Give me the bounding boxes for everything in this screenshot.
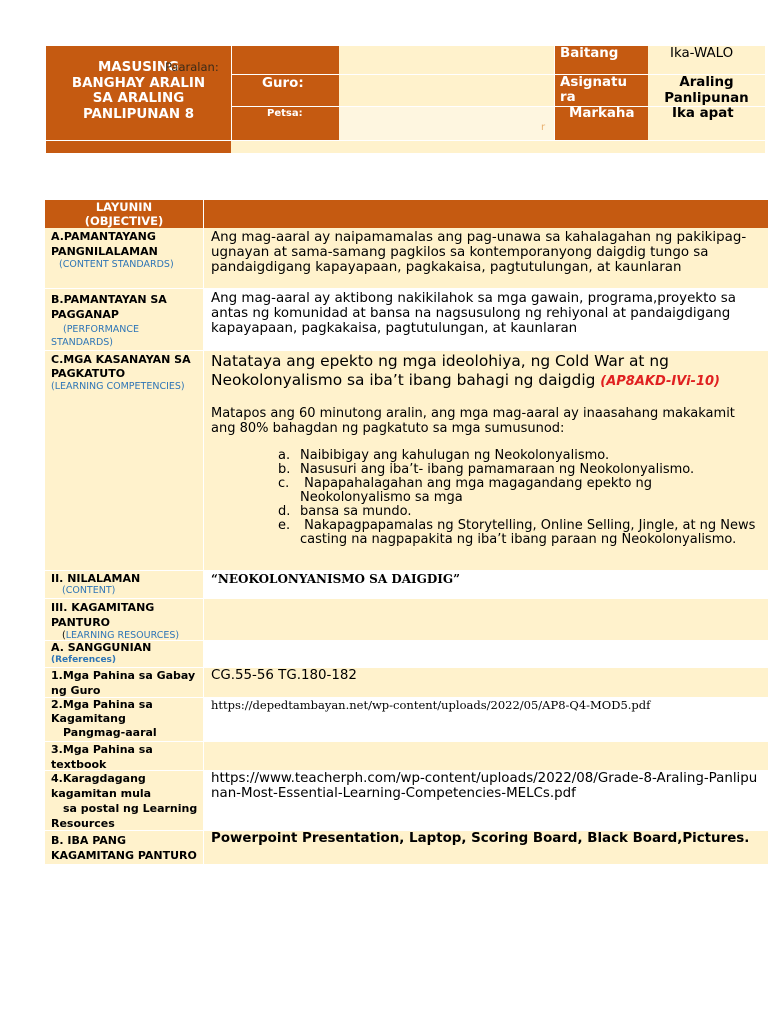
competencies-code: (AP8AKD-IVi-10) — [600, 374, 720, 389]
header-title-line-2: BANGHAY ARALIN — [71, 75, 206, 91]
mag-aaral-text-cell — [203, 698, 768, 742]
gabay-text-cell — [203, 668, 768, 698]
header-bottom-band-right — [231, 140, 765, 153]
content-standards-label: A.PAMANTAYANG PANGNILALAMAN — [51, 230, 158, 258]
karagdagang-label-1: 4.Karagdagang kagamitan mula — [51, 772, 152, 800]
nilalaman-text-cell — [203, 571, 768, 599]
competencies-sub: (LEARNING COMPETENCIES) — [51, 381, 185, 392]
petsa-label: Petsa: — [267, 108, 303, 119]
markahan-label: Markaha — [569, 106, 635, 121]
kagamitang-sub-line: (LEARNING RESOURCES) — [62, 630, 180, 641]
iba-pang-text-cell — [203, 831, 768, 864]
mag-aaral-label-cell — [45, 698, 203, 742]
performance-standards-label: B.PAMANTAYAN SA PAGGANAP — [51, 293, 167, 321]
sanggunian-label-cell — [45, 641, 203, 668]
mag-aaral-label-2: Pangmag-aaral — [63, 726, 157, 739]
paaralan-value-cell[interactable] — [339, 46, 554, 75]
nilalaman-sub: (CONTENT) — [62, 585, 116, 596]
mag-aaral-label-1: 2.Mga Pahina sa Kagamitang — [51, 698, 153, 725]
paaralan-label-cell — [231, 46, 339, 75]
objective-item: e. Nakapagpapamalas ng Storytelling, Online Selling, Jingle, at ng News casting na nagpapakita ng iba’t ibang paraan ng Neokolonyalismo. — [278, 518, 760, 547]
header-bottom-band-left — [46, 140, 231, 153]
gabay-label: 1.Mga Pahina sa Gabay ng Guro — [51, 669, 196, 697]
guro-value-cell[interactable] — [339, 75, 554, 107]
objective-item: d. bansa sa mundo. — [278, 504, 412, 519]
competencies-headline-block — [204, 351, 768, 391]
sanggunian-sub: (References) — [51, 655, 117, 665]
nilalaman-label-cell — [45, 571, 203, 599]
nilalaman-text: “NEOKOLONYANISMO SA DAIGDIG” — [211, 572, 461, 586]
stray-mark: r — [541, 122, 546, 133]
asignatura-value-line-2: Panlipunan — [664, 90, 749, 106]
kagamitang-text-cell — [203, 599, 768, 641]
sanggunian-text-cell — [203, 641, 768, 668]
competencies-text-cell — [203, 351, 768, 571]
content-standards-text-cell — [203, 228, 768, 289]
karagdagang-label-cell — [45, 771, 203, 831]
header-title-line-4: PANLIPUNAN 8 — [82, 106, 195, 122]
content-standards-text: Ang mag-aaral ay naipamamalas ang pag-unawa sa kahalagahan ng pakikipag- ugnayan at sama-samang pagkilos sa kontemporanyong daigdig tungo sa pandaigdigang kapayapaan, pagkakaisa, pagtutulungan, at kaunlaran — [211, 230, 747, 275]
performance-standards-text-cell — [203, 289, 768, 351]
competencies-label-cell — [45, 351, 203, 571]
sanggunian-label: A. SANGGUNIAN — [51, 641, 152, 654]
asignatura-value-line-1: Araling — [679, 75, 734, 90]
objective-item: a. Naibibigay ang kahulugan ng Neokolonyalismo. — [278, 448, 610, 463]
header-title-line-3: SA ARALING — [92, 91, 185, 106]
content-standards-label-cell — [45, 228, 203, 289]
objectives-list — [204, 436, 768, 547]
mag-aaral-link[interactable]: https://depedtambayan.net/wp-content/uploads/2022/05/AP8-Q4-MOD5.pdf — [211, 698, 651, 712]
header-title-line-1: MASUSING — [97, 60, 180, 75]
competencies-intro: Matapos ang 60 minutong aralin, ang mga mag-aaral ay inaasahang makakamit ang 80% bahagdan ng pagkatuto sa mga sumusunod: — [211, 406, 735, 436]
nilalaman-label: II. NILALAMAN — [51, 572, 141, 585]
kagamitang-label: III. KAGAMITANG PANTURO — [51, 601, 155, 629]
iba-pang-label-cell — [45, 831, 203, 864]
gabay-label-cell — [45, 668, 203, 698]
layunin-header: LAYUNIN (OBJECTIVE) — [84, 200, 164, 228]
objective-item: b. Nasusuri ang iba’t- ibang pamamaraan ng Neokolonyalismo. — [278, 462, 695, 477]
objective-item: c. Napapahalagahan ang mga magagandang epekto ng Neokolonyalismo sa mga — [278, 476, 657, 505]
markahan-value: Ika apat — [672, 106, 734, 121]
performance-standards-label-cell — [45, 289, 203, 351]
competencies-headline: Natataya ang epekto ng mga ideolohiya, ng Cold War at ng Neokolonyalismo sa iba’t ibang bahagi ng daigdig — [211, 352, 669, 389]
asignatura-value — [648, 75, 765, 106]
performance-standards-text: Ang mag-aaral ay aktibong nakikilahok sa mga gawain, programa,proyekto sa antas ng komunidad at bansa na nagsusulong ng rehiyonal at pandaigdigang kapayapaan, pagkakaisa, pagtutulungan, at kaunlaran — [211, 291, 736, 336]
baitang-value: Ika-WALO — [670, 46, 734, 61]
paaralan-label: Paaralan: — [165, 60, 219, 74]
guro-label: Guro: — [262, 76, 304, 91]
iba-pang-text: Powerpoint Presentation, Laptop, Scoring Board, Black Board,Pictures. — [211, 831, 750, 846]
karagdagang-label-2: sa postal ng Learning Resources — [51, 802, 198, 830]
textbook-label: 3.Mga Pahina sa textbook — [51, 743, 153, 771]
gabay-text: CG.55-56 TG.180-182 — [211, 668, 357, 683]
karagdagang-text-cell — [203, 771, 768, 831]
layunin-header-right-cell — [203, 200, 768, 228]
asignatura-label: Asignatu ra — [560, 75, 628, 105]
petsa-value-cell[interactable] — [339, 107, 554, 140]
performance-standards-sub: (PERFORMANCE STANDARDS) — [51, 324, 140, 348]
iba-pang-label: B. IBA PANG KAGAMITANG PANTURO — [51, 834, 197, 862]
content-standards-sub: (CONTENT STANDARDS) — [59, 259, 174, 270]
baitang-label: Baitang — [560, 46, 619, 61]
karagdagang-link[interactable]: https://www.teacherph.com/wp-content/uploads/2022/08/Grade-8-Araling-Panlipunan-Most-Essential-Learning-Competencies-MELCs.pdf — [211, 771, 758, 801]
textbook-label-cell — [45, 742, 203, 771]
competencies-label: C.MGA KASANAYAN SA PAGKATUTO — [51, 353, 191, 380]
kagamitang-label-cell — [45, 599, 203, 641]
textbook-text-cell — [203, 742, 768, 771]
